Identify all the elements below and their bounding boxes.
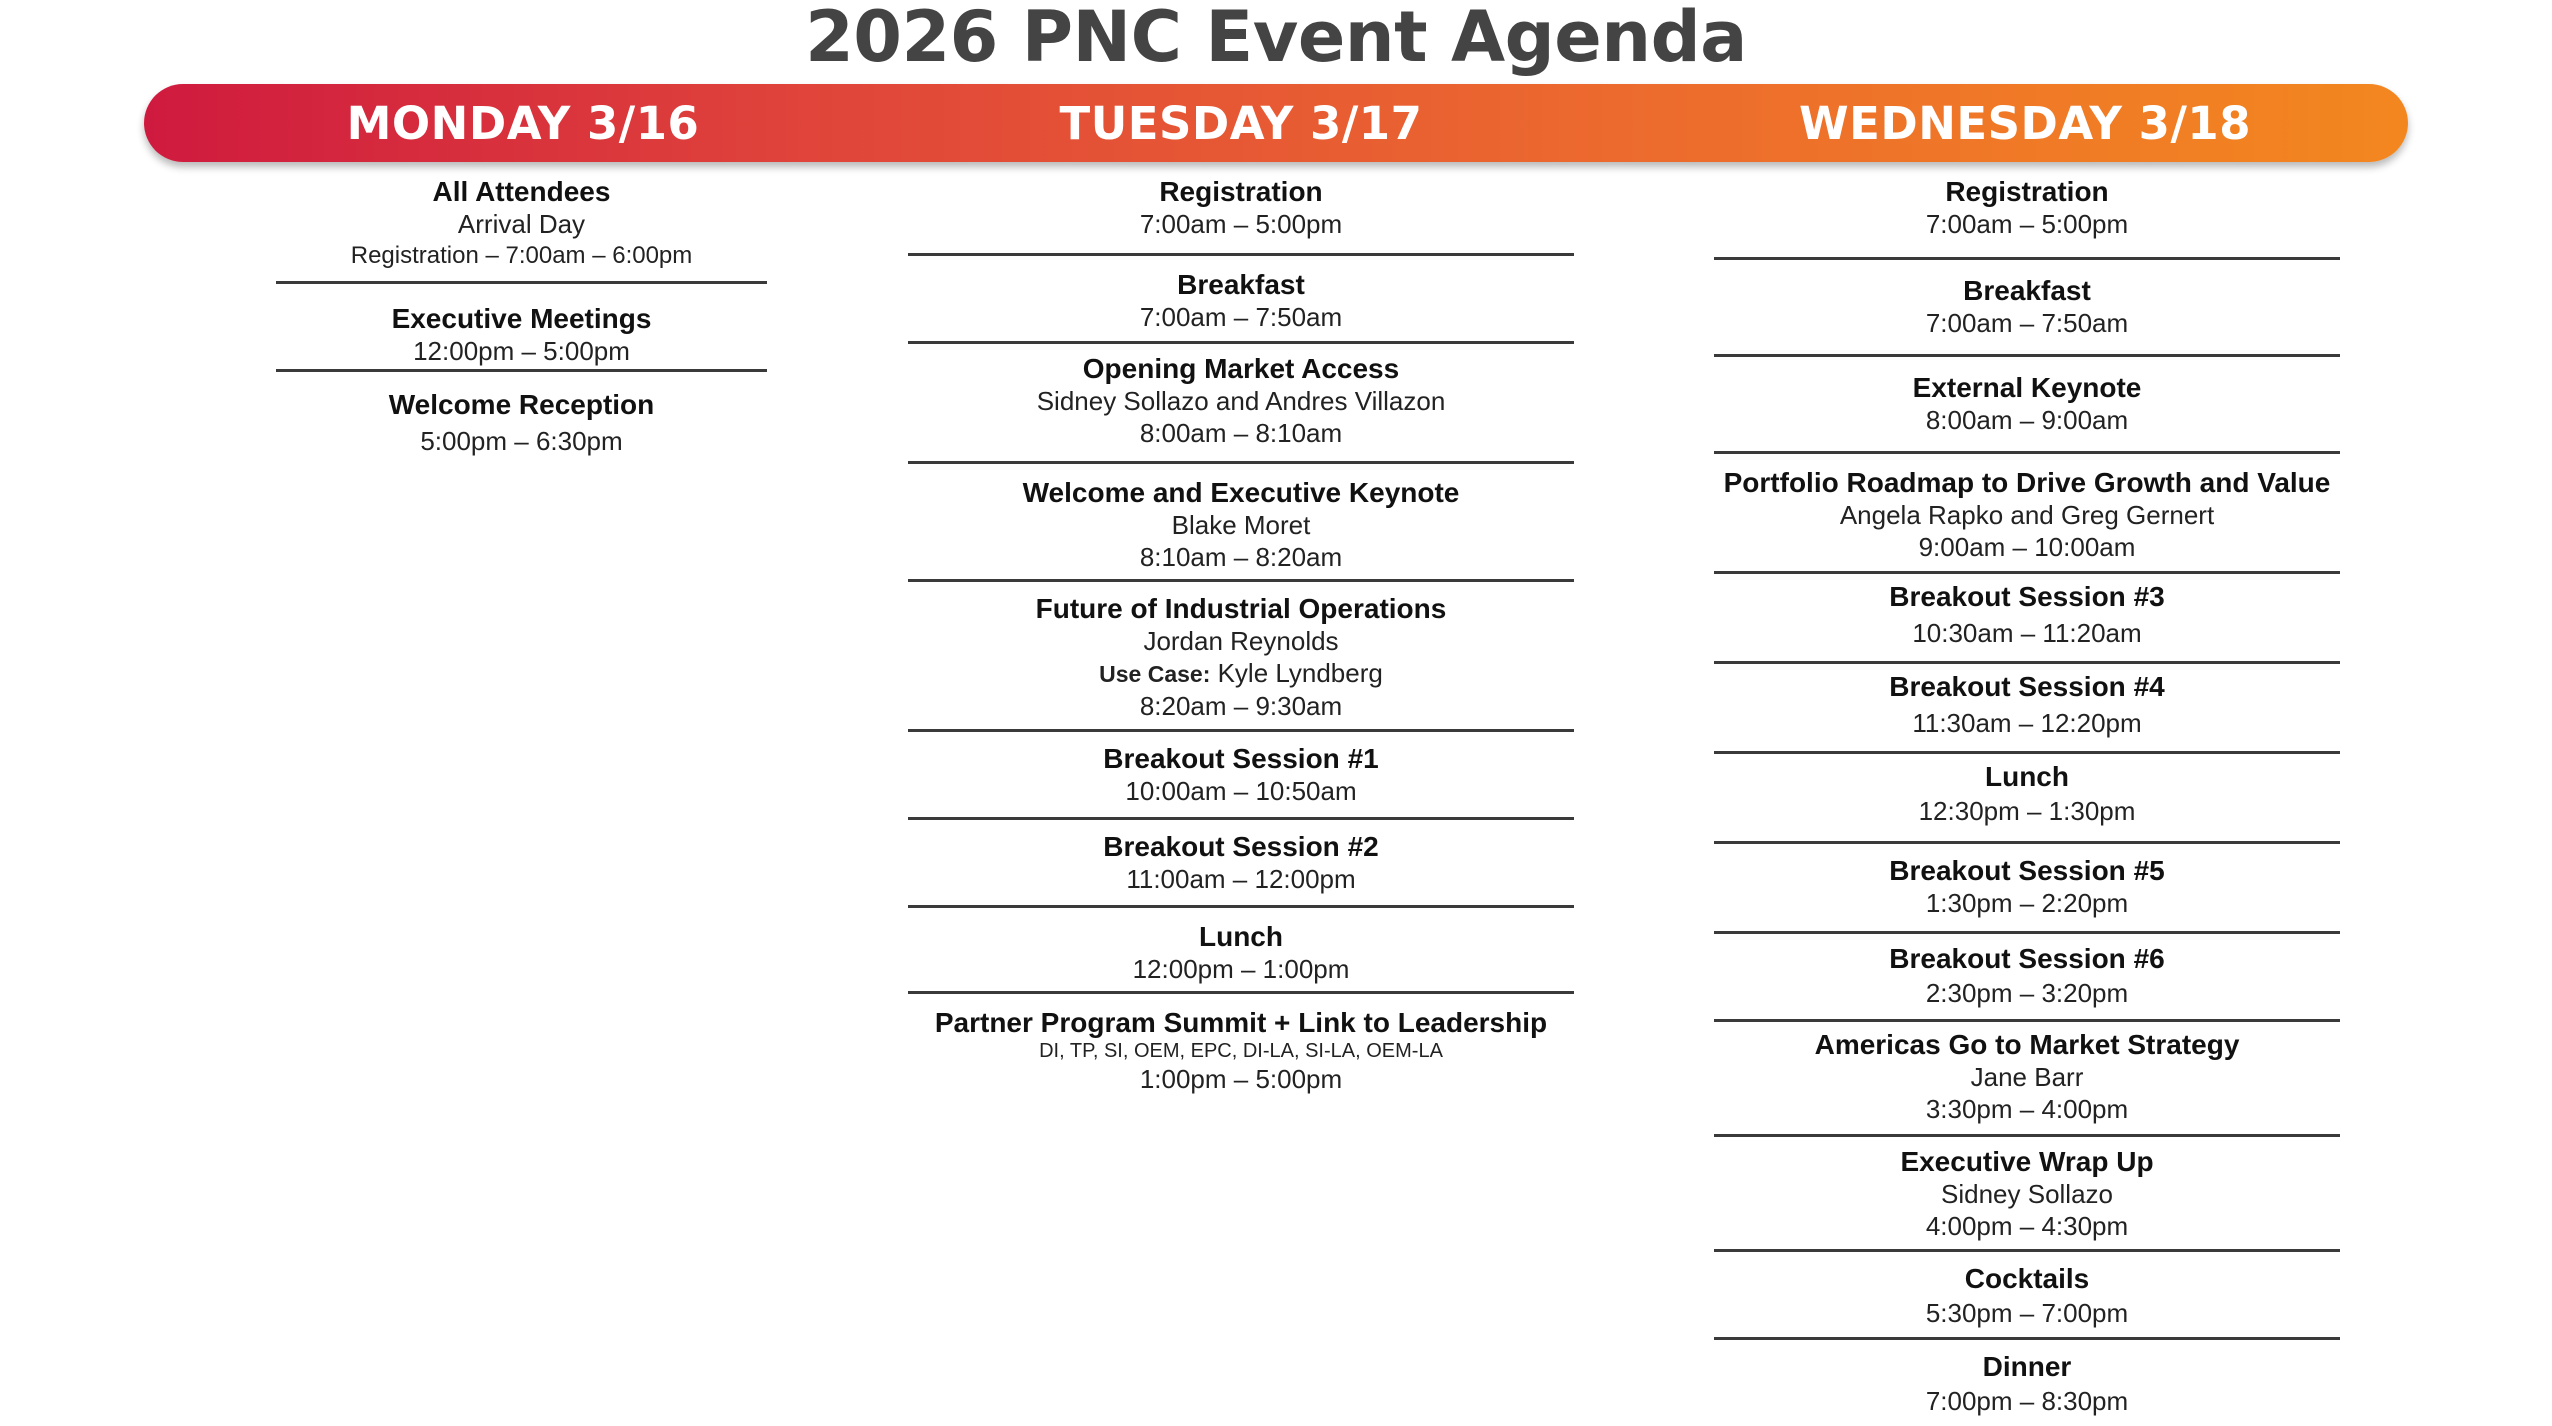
event-registration: [1714, 172, 2340, 260]
event-time: 7:00am – 5:00pm: [1925, 209, 2129, 239]
event-time: 7:00pm – 8:30pm: [1925, 1386, 2129, 1416]
event-time: 7:00am – 7:50am: [1925, 308, 2129, 338]
event-breakout-5: [1714, 844, 2340, 934]
event-time: 1:00pm – 5:00pm: [1139, 1064, 1343, 1094]
event-time: 12:00pm – 5:00pm: [413, 336, 630, 366]
event-breakout-6: [1714, 934, 2340, 1022]
event-title: Cocktails: [1964, 1263, 2090, 1294]
event-speaker: Jordan Reynolds: [1143, 626, 1339, 656]
event-title: Lunch: [1199, 921, 1283, 952]
event-speaker: Blake Moret: [1171, 510, 1311, 540]
event-title: Executive Wrap Up: [1900, 1146, 2154, 1177]
event-title: Registration: [1945, 176, 2109, 207]
event-breakfast: [908, 256, 1574, 344]
event-title: Breakout Session #3: [1889, 581, 2165, 612]
event-breakout-2: [908, 820, 1574, 908]
event-speaker: Jane Barr: [1970, 1062, 2084, 1092]
event-title: Breakfast: [1177, 269, 1305, 300]
event-time: 1:30pm – 2:20pm: [1925, 888, 2129, 918]
day-label-wednesday: WEDNESDAY 3/18: [1798, 97, 2252, 150]
event-time: 7:00am – 5:00pm: [1139, 209, 1343, 239]
event-title: Americas Go to Market Strategy: [1814, 1029, 2240, 1060]
event-partner-list: DI, TP, SI, OEM, EPC, DI-LA, SI-LA, OEM-LA: [1039, 1040, 1443, 1062]
event-title: All Attendees: [432, 176, 611, 207]
event-title: Opening Market Access: [1082, 353, 1400, 384]
event-time: Registration – 7:00am – 6:00pm: [350, 242, 693, 269]
event-opening-market-access: [908, 344, 1574, 464]
event-time: 11:30am – 12:20pm: [1912, 708, 2142, 738]
event-time: 12:30pm – 1:30pm: [1918, 796, 2136, 826]
event-breakout-1: [908, 732, 1574, 820]
day-label-monday: MONDAY 3/16: [346, 97, 700, 150]
event-external-keynote: [1714, 357, 2340, 454]
event-time: 9:00am – 10:00am: [1918, 532, 2136, 562]
event-lunch: [908, 908, 1574, 994]
event-welcome-reception: [276, 372, 767, 462]
event-title: Breakout Session #6: [1889, 943, 2165, 974]
event-title: External Keynote: [1912, 372, 2142, 403]
use-case-value: Kyle Lyndberg: [1217, 658, 1383, 688]
event-title: Welcome Reception: [388, 389, 655, 420]
event-breakout-3: [1714, 574, 2340, 664]
event-title: Future of Industrial Operations: [1035, 593, 1447, 624]
event-time: 8:00am – 9:00am: [1925, 405, 2129, 435]
event-speaker: Angela Rapko and Greg Gernert: [1839, 500, 2215, 530]
event-time: 8:00am – 8:10am: [1139, 418, 1343, 448]
event-detail: Arrival Day: [457, 209, 586, 239]
event-time: 10:30am – 11:20am: [1912, 618, 2142, 648]
event-title: Partner Program Summit + Link to Leadership: [934, 1007, 1548, 1038]
event-lunch: [1714, 754, 2340, 844]
event-title: Welcome and Executive Keynote: [1022, 477, 1460, 508]
event-time: 7:00am – 7:50am: [1139, 302, 1343, 332]
event-title: Breakout Session #1: [1103, 743, 1379, 774]
event-registration: [908, 172, 1574, 256]
event-use-case: [908, 657, 1574, 690]
event-speaker: Sidney Sollazo: [1941, 1179, 2113, 1209]
event-time: 5:30pm – 7:00pm: [1925, 1298, 2129, 1328]
event-executive-meetings: [276, 284, 767, 372]
event-title: Dinner: [1982, 1351, 2072, 1382]
event-executive-wrap-up: [1714, 1137, 2340, 1252]
event-time: 8:10am – 8:20am: [1139, 542, 1343, 572]
event-dinner: [1714, 1340, 2340, 1420]
event-breakfast: [1714, 260, 2340, 357]
event-time: 5:00pm – 6:30pm: [420, 426, 623, 456]
page-title: 2026 PNC Event Agenda: [805, 0, 1747, 78]
event-all-attendees: [276, 172, 767, 284]
event-title: Lunch: [1985, 761, 2069, 792]
event-americas-gtm-strategy: [1714, 1022, 2340, 1137]
event-time: 10:00am – 10:50am: [1125, 776, 1357, 806]
event-title: Registration: [1159, 176, 1323, 207]
day-column-wednesday: [1714, 172, 2340, 1420]
event-time: 8:20am – 9:30am: [1139, 691, 1343, 721]
event-time: 3:30pm – 4:00pm: [1925, 1094, 2129, 1124]
event-title: Breakout Session #2: [1103, 831, 1379, 862]
event-title: Executive Meetings: [391, 303, 652, 334]
event-welcome-keynote: [908, 464, 1574, 582]
event-time: 11:00am – 12:00pm: [1126, 864, 1356, 894]
event-title: Breakfast: [1963, 275, 2091, 306]
event-title: Portfolio Roadmap to Drive Growth and Value: [1723, 467, 2331, 498]
day-column-monday: [276, 172, 767, 462]
event-cocktails: [1714, 1252, 2340, 1340]
event-portfolio-roadmap: [1714, 454, 2340, 574]
day-column-tuesday: [908, 172, 1574, 1104]
event-future-industrial-operations: [908, 582, 1574, 732]
event-time: 4:00pm – 4:30pm: [1925, 1211, 2129, 1241]
event-breakout-4: [1714, 664, 2340, 754]
event-title: Breakout Session #4: [1889, 671, 2165, 702]
event-time: 12:00pm – 1:00pm: [1132, 954, 1350, 984]
event-speaker: Sidney Sollazo and Andres Villazon: [1036, 386, 1446, 416]
day-label-tuesday: TUESDAY 3/17: [1059, 97, 1423, 150]
event-time: 2:30pm – 3:20pm: [1925, 978, 2129, 1008]
event-partner-program-summit: [908, 994, 1574, 1104]
event-title: Breakout Session #5: [1889, 855, 2165, 886]
use-case-label: Use Case:: [1099, 661, 1211, 687]
